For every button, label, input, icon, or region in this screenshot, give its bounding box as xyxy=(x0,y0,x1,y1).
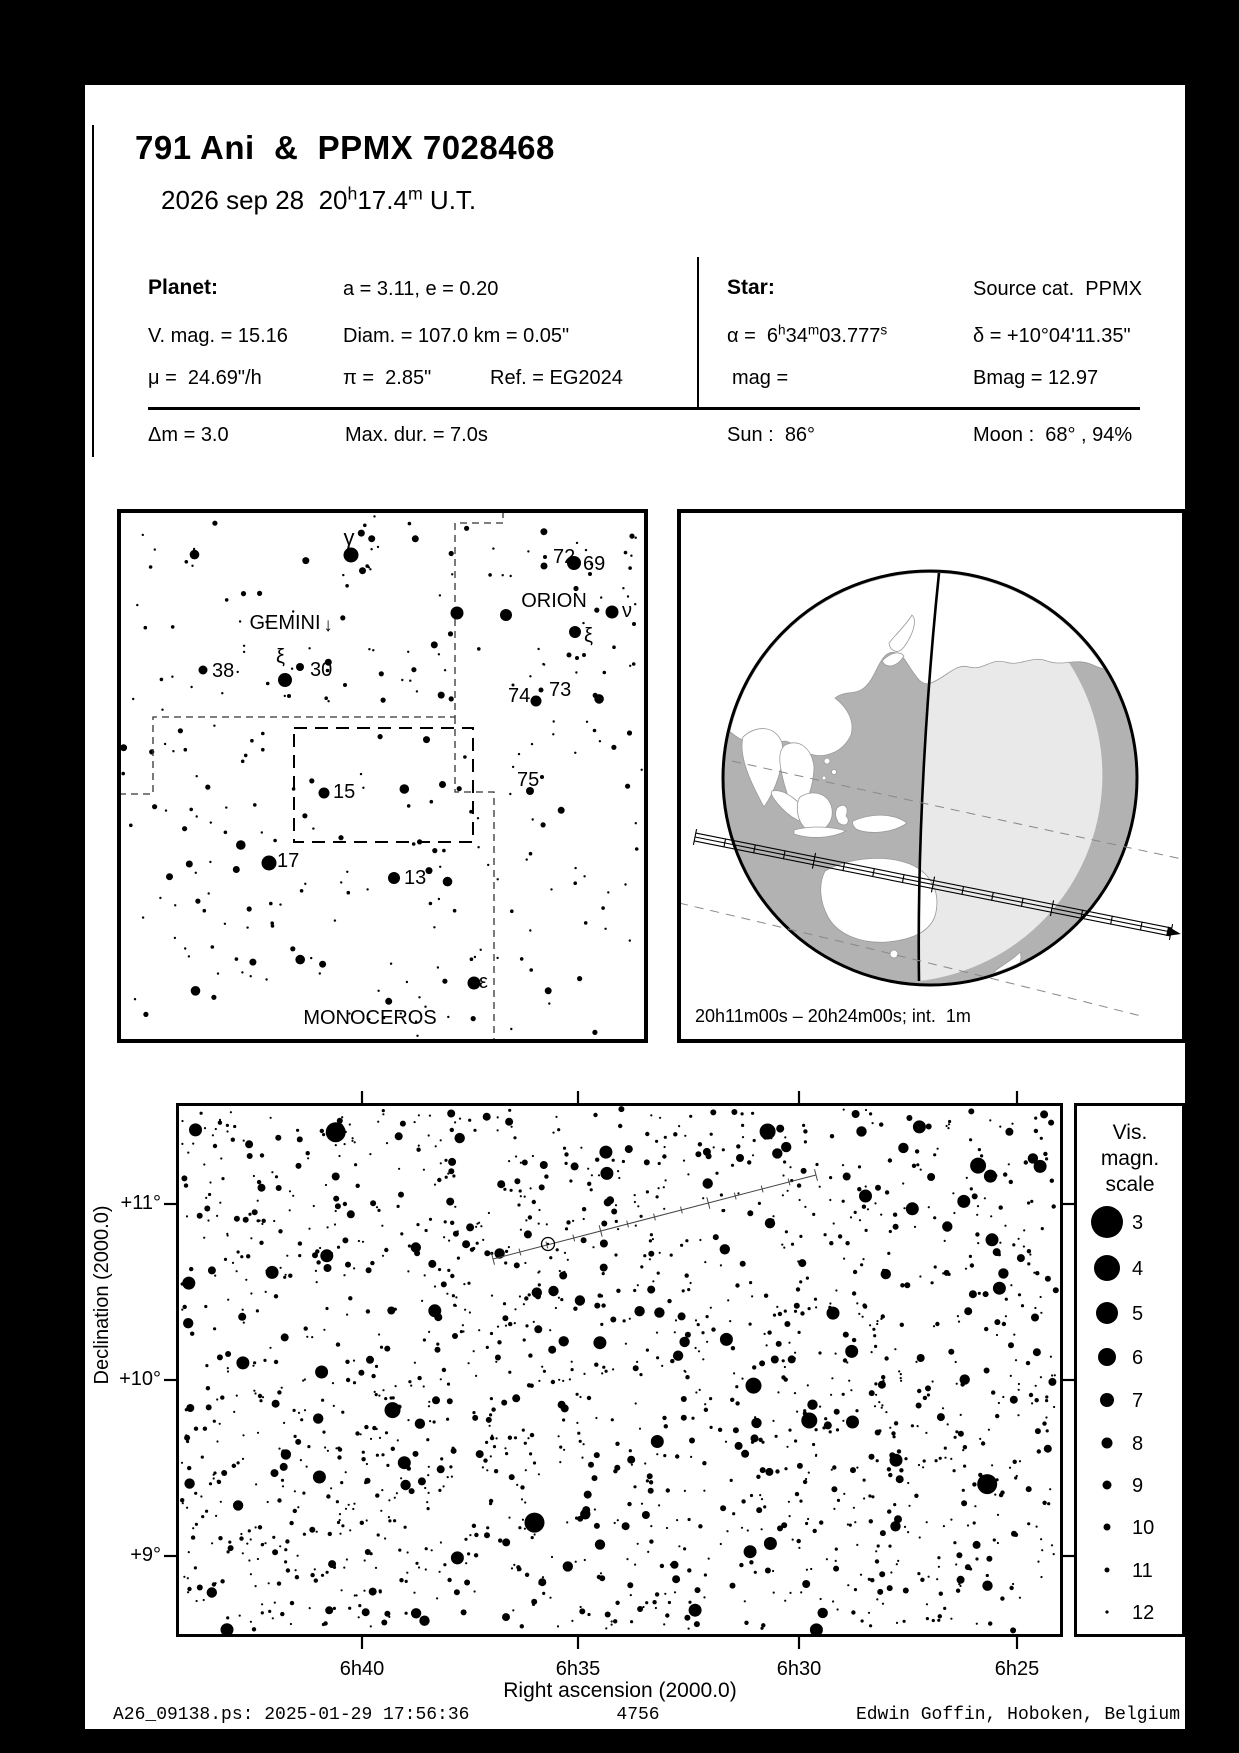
legend-title: magn. xyxy=(1100,1147,1160,1170)
planet-vmag: V. mag. = 15.16 xyxy=(148,325,288,347)
legend-value: 3 xyxy=(1132,1212,1144,1234)
x-tick-6h25: 6h25 xyxy=(994,1658,1040,1680)
named-star xyxy=(343,683,347,687)
named-star xyxy=(606,606,619,619)
star-bmag: Bmag = 12.97 xyxy=(973,367,1099,389)
legend-value: 9 xyxy=(1132,1475,1144,1497)
legend-dot xyxy=(1094,1255,1120,1281)
magnitude-legend xyxy=(1074,1103,1185,1637)
named-star xyxy=(543,555,547,559)
named-star xyxy=(319,788,330,799)
legend-value: 10 xyxy=(1132,1517,1155,1539)
legend-dot xyxy=(1103,1481,1112,1490)
star-chart-label: 72 xyxy=(553,546,576,568)
legend-title: scale xyxy=(1105,1173,1155,1196)
constellation-chart xyxy=(117,509,648,1043)
star-chart-label: ξ xyxy=(276,646,285,668)
star-chart-label: 30 xyxy=(310,659,333,681)
named-star xyxy=(388,872,400,884)
named-star xyxy=(531,696,542,707)
named-star xyxy=(567,653,572,658)
chart-border xyxy=(178,1105,1062,1636)
legend-value: 6 xyxy=(1132,1347,1144,1369)
star-chart-label: 15 xyxy=(333,781,356,803)
star-mag: mag = xyxy=(732,367,789,389)
legend-dot xyxy=(1105,1610,1108,1613)
legend-dot xyxy=(1104,1524,1111,1531)
header-left-rule xyxy=(92,125,94,457)
document-page xyxy=(85,85,1185,1729)
named-star xyxy=(287,694,291,698)
star-source-catalog: Source cat. PPMX xyxy=(973,278,1142,300)
target-star-dot xyxy=(547,1243,549,1245)
legend-value: 4 xyxy=(1132,1258,1144,1280)
star-chart-label: 73 xyxy=(549,679,572,701)
legend-dot xyxy=(1096,1302,1118,1324)
planet-label: Planet: xyxy=(148,276,219,299)
max-duration: Max. dur. = 7.0s xyxy=(345,424,488,446)
x-axis-title: Right ascension (2000.0) xyxy=(503,1679,737,1702)
planet-reference: Ref. = EG2024 xyxy=(490,367,623,389)
page-title: 791 Ani & PPMX 7028468 xyxy=(135,129,555,166)
star-chart-label: ν xyxy=(622,600,632,622)
footer-author: Edwin Goffin, Hoboken, Belgium xyxy=(855,1705,1180,1725)
star-chart-label: ORION xyxy=(521,590,587,612)
star-chart-label: 13 xyxy=(404,867,427,889)
legend-value: 5 xyxy=(1132,1303,1144,1325)
path-time-caption: 20h11m00s – 20h24m00s; int. 1m xyxy=(695,1006,971,1026)
star-chart-label: ε xyxy=(479,971,488,993)
globe-panel xyxy=(677,509,1185,1043)
star-chart-label: 69 xyxy=(583,553,606,575)
star-label: Star: xyxy=(727,276,775,299)
y-tick-plus10: +10° xyxy=(119,1368,161,1390)
x-tick-6h30: 6h30 xyxy=(776,1658,822,1680)
star-chart-label: ξ xyxy=(584,625,593,647)
legend-dot xyxy=(1105,1568,1110,1573)
legend-dot xyxy=(1098,1348,1116,1366)
field-stars xyxy=(180,1106,1059,1636)
star-field-chart xyxy=(176,1103,1063,1637)
named-star xyxy=(632,622,636,626)
named-star xyxy=(582,653,586,657)
globe-border xyxy=(677,509,1185,1043)
star-chart-label: GEMINI xyxy=(249,612,321,634)
field-of-view-box xyxy=(294,728,473,842)
named-star xyxy=(541,563,548,570)
star-chart-label: 17 xyxy=(277,850,300,872)
footer-number: 4756 xyxy=(616,1705,660,1725)
asteroid-track xyxy=(491,1169,817,1265)
planet-diameter: Diam. = 107.0 km = 0.05" xyxy=(343,325,570,347)
footer-filename: A26_09138.ps: 2025-01-29 17:56:36 xyxy=(113,1705,470,1725)
star-chart-label: γ xyxy=(343,525,355,550)
planet-motion: μ = 24.69"/h xyxy=(148,367,262,389)
named-star xyxy=(539,688,544,693)
info-table-divider xyxy=(697,257,699,407)
axis-ticks xyxy=(164,1091,1075,1649)
sun-elongation: Sun : 86° xyxy=(727,424,816,446)
planet-orbit: a = 3.11, e = 0.20 xyxy=(343,278,499,300)
x-tick-6h35: 6h35 xyxy=(555,1658,601,1680)
moon-elongation: Moon : 68° , 94% xyxy=(973,424,1133,446)
legend-dot xyxy=(1102,1438,1113,1449)
star-chart-label: MONOCEROS xyxy=(303,1007,437,1029)
legend-title: Vis. xyxy=(1112,1121,1148,1144)
legend-dot xyxy=(1091,1206,1123,1238)
named-star xyxy=(278,673,292,687)
named-star xyxy=(199,666,208,675)
info-table-rule xyxy=(148,407,1140,410)
star-ra: α = 6$^h$34$^m$03.777$^s$ xyxy=(727,322,888,347)
star-chart-label: 38 xyxy=(212,660,235,682)
legend-dot xyxy=(1100,1393,1114,1407)
star-dec: δ = +10°04'11.35" xyxy=(973,325,1131,347)
star-chart-label: 75 xyxy=(517,769,540,791)
x-tick-6h40: 6h40 xyxy=(339,1658,385,1680)
named-star xyxy=(540,775,544,779)
star-chart-label: ↓ xyxy=(323,615,333,636)
y-axis-title: Declination (2000.0) xyxy=(91,1205,113,1385)
event-datetime: 2026 sep 28 20$^h$17.4$^m$ U.T. xyxy=(161,183,477,215)
y-tick-plus11: +11° xyxy=(120,1192,161,1214)
named-star xyxy=(296,663,304,671)
legend-value: 8 xyxy=(1132,1433,1144,1455)
named-star xyxy=(451,607,464,620)
planet-parallax: π = 2.85" xyxy=(343,367,432,389)
named-star xyxy=(500,609,512,621)
legend-value: 11 xyxy=(1132,1560,1153,1582)
mag-drop: Δm = 3.0 xyxy=(148,424,229,446)
named-star xyxy=(575,656,579,660)
named-star xyxy=(569,626,581,638)
named-star xyxy=(262,856,277,871)
star-chart-label: 74 xyxy=(508,685,531,707)
constellation-boundary xyxy=(119,511,503,794)
y-tick-plus9: +9° xyxy=(130,1544,161,1566)
legend-value: 7 xyxy=(1132,1390,1144,1412)
constellation-boundary xyxy=(455,717,494,1041)
legend-value: 12 xyxy=(1132,1602,1155,1624)
